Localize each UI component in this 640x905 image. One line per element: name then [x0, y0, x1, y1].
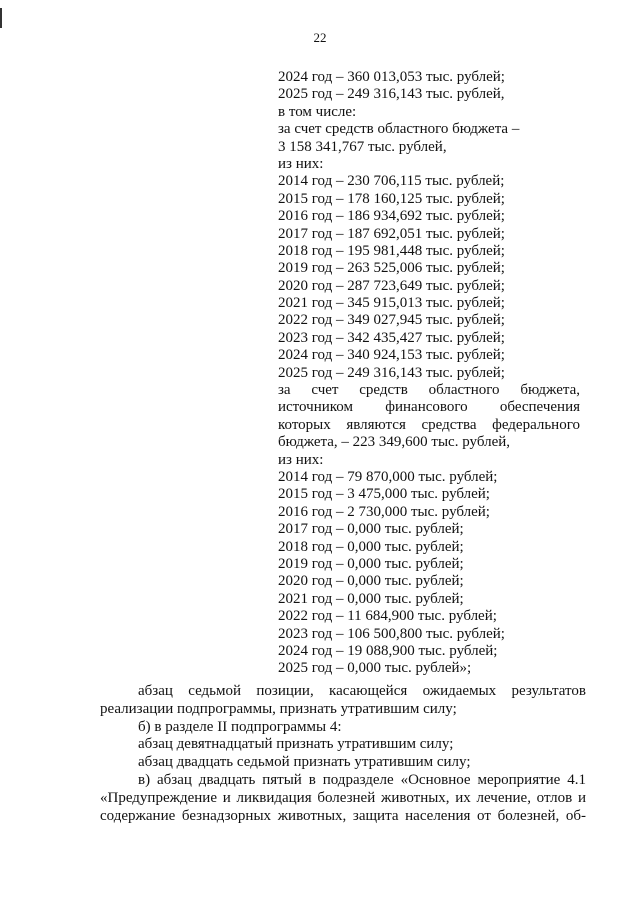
- regional-year-line: 2023 год – 342 435,427 тыс. рублей;: [278, 329, 505, 346]
- federal-budget-total: бюджета, – 223 349,600 тыс. рублей,: [278, 434, 511, 451]
- from-them-label: из них:: [278, 155, 324, 172]
- body-text: [100, 683, 586, 825]
- federal-year-line: 2021 год – 0,000 тыс. рублей;: [278, 590, 464, 607]
- federal-from-them-label: из них:: [278, 451, 324, 468]
- paragraph-item-b-19: абзац девятнадцатый признать утратившим силу;: [138, 736, 454, 753]
- federal-year-line: 2022 год – 11 684,900 тыс. рублей;: [278, 608, 497, 625]
- budget-line-2024-total: 2024 год – 360 013,053 тыс. рублей;: [278, 69, 505, 85]
- regional-year-line: 2025 год – 249 316,143 тыс. рублей;: [278, 364, 505, 381]
- paragraph-item-b: б) в разделе II подпрограммы 4:: [138, 718, 342, 735]
- page-number: 22: [313, 30, 327, 45]
- federal-year-line: 2020 год – 0,000 тыс. рублей;: [278, 573, 464, 590]
- federal-intro-line: за счет средств областного бюджета,: [278, 382, 580, 399]
- regional-budget-label: за счет средств областного бюджета –: [278, 121, 520, 138]
- budget-column: [278, 69, 580, 678]
- federal-year-line: 2017 год – 0,000 тыс. рублей;: [278, 521, 464, 538]
- federal-intro-line: источником финансового обеспечения: [278, 399, 580, 416]
- federal-intro-line: которых являются средства федерального: [278, 416, 580, 433]
- federal-year-line: 2014 год – 79 870,000 тыс. рублей;: [278, 468, 498, 485]
- page-edge-mark: [0, 8, 2, 28]
- federal-year-line: 2015 год – 3 475,000 тыс. рублей;: [278, 486, 490, 503]
- federal-year-line: 2016 год – 2 730,000 тыс. рублей;: [278, 503, 490, 520]
- paragraph-item-b-27: абзац двадцать седьмой признать утратившим силу;: [138, 754, 471, 771]
- federal-year-line: 2023 год – 106 500,800 тыс. рублей;: [278, 625, 505, 642]
- federal-year-line: 2018 год – 0,000 тыс. рублей;: [278, 538, 464, 555]
- regional-year-line: 2022 год – 349 027,945 тыс. рублей;: [278, 312, 505, 329]
- paragraph-item-v-line: содержание безнадзорных животных, защита населения от болезней, об-: [100, 807, 586, 824]
- regional-year-line: 2016 год – 186 934,692 тыс. рублей;: [278, 208, 505, 225]
- federal-year-line: 2019 год – 0,000 тыс. рублей;: [278, 555, 464, 572]
- regional-year-line: 2024 год – 340 924,153 тыс. рублей;: [278, 347, 505, 364]
- regional-year-line: 2014 год – 230 706,115 тыс. рублей;: [278, 173, 505, 190]
- paragraph-item-v-line: в) абзац двадцать пятый в подразделе «Основное мероприятие 4.1: [138, 771, 586, 788]
- regional-year-line: 2017 год – 187 692,051 тыс. рублей;: [278, 225, 505, 242]
- paragraph-seventh-position: абзац седьмой позиции, касающейся ожидаемых результатов реализации подпрограммы, признать утратившим силу;: [100, 683, 586, 717]
- regional-budget-total: 3 158 341,767 тыс. рублей,: [278, 138, 447, 155]
- paragraph-item-v-line: «Предупреждение и ликвидация болезней животных, их лечение, отлов и: [100, 789, 586, 806]
- federal-year-line: 2025 год – 0,000 тыс. рублей»;: [278, 660, 472, 677]
- regional-year-line: 2020 год – 287 723,649 тыс. рублей;: [278, 277, 505, 294]
- regional-year-line: 2018 год – 195 981,448 тыс. рублей;: [278, 242, 505, 259]
- budget-line-2025-total: 2025 год – 249 316,143 тыс. рублей,: [278, 86, 505, 103]
- including-label: в том числе:: [278, 103, 357, 120]
- regional-year-line: 2021 год – 345 915,013 тыс. рублей;: [278, 295, 505, 312]
- regional-year-line: 2015 год – 178 160,125 тыс. рублей;: [278, 190, 505, 207]
- regional-year-line: 2019 год – 263 525,006 тыс. рублей;: [278, 260, 505, 277]
- federal-year-line: 2024 год – 19 088,900 тыс. рублей;: [278, 642, 498, 659]
